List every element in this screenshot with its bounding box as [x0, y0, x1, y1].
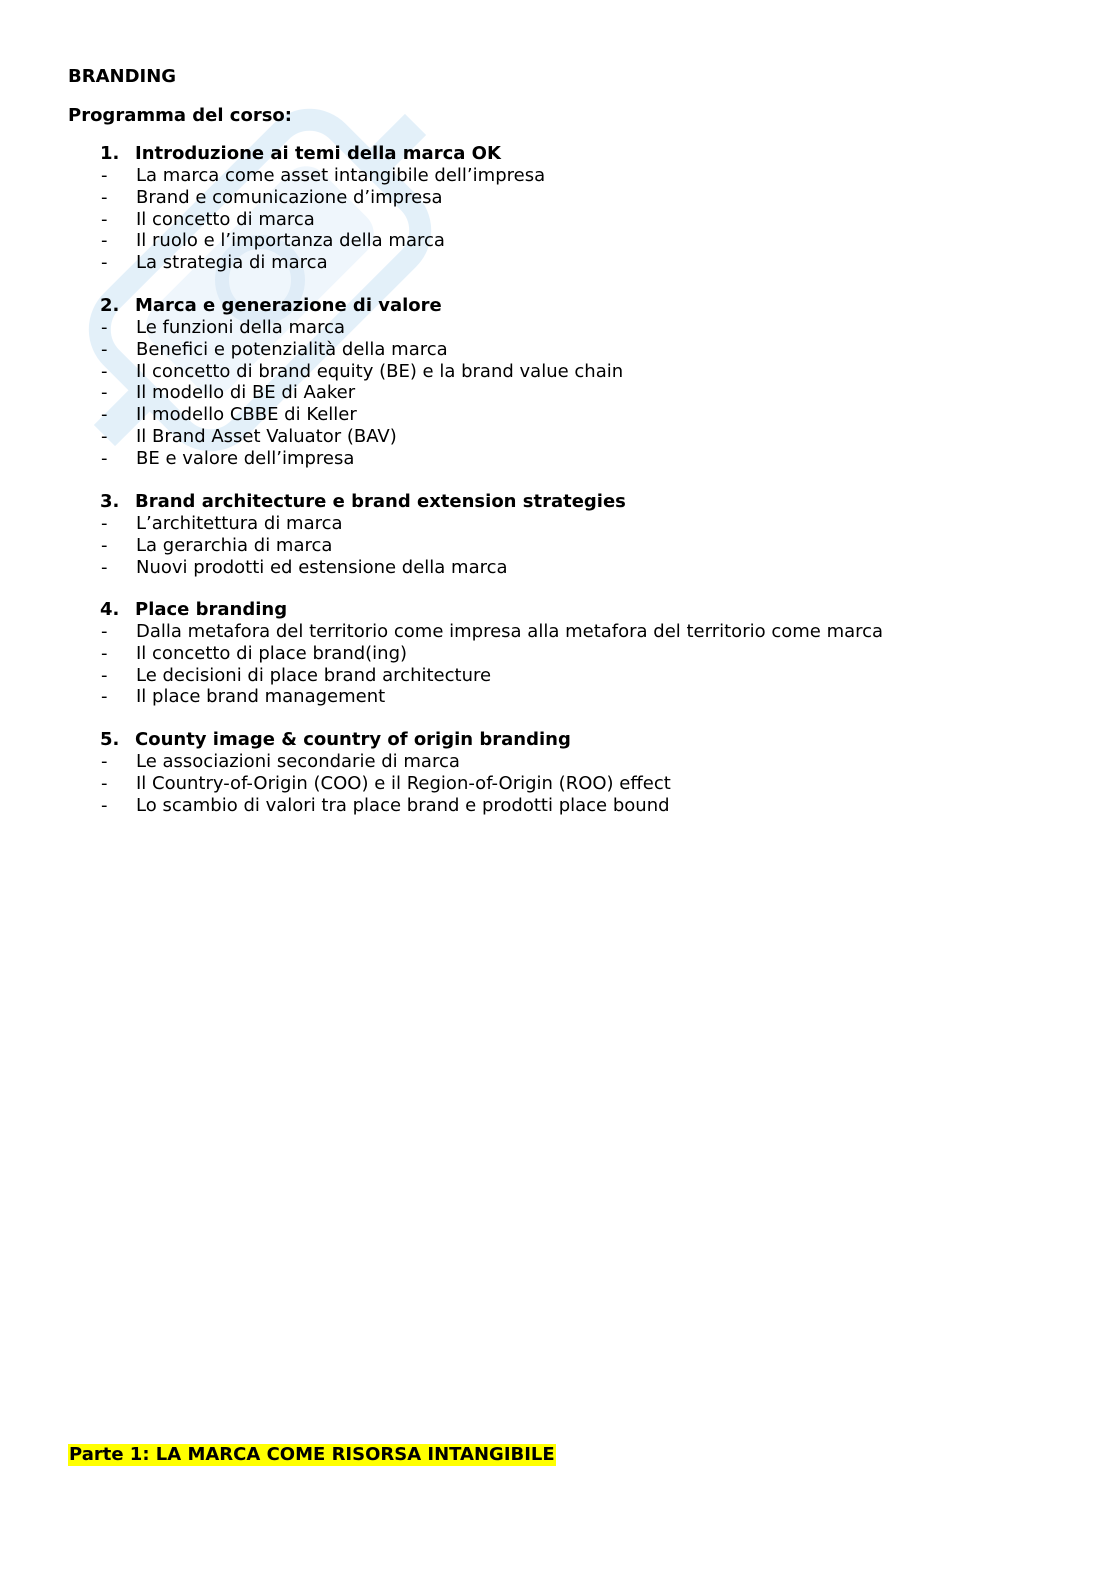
dash-marker: -	[101, 404, 108, 426]
dash-marker: -	[101, 252, 108, 274]
dash-marker: -	[101, 751, 108, 772]
list-item-text: Il Country-of-Origin (COO) e il Region-of-Origin (ROO) effect	[136, 772, 671, 794]
dash-marker: -	[101, 621, 108, 642]
list-item	[100, 448, 1060, 470]
dash-marker: -	[101, 186, 108, 208]
list-item-text: Brand e comunicazione d’impresa	[136, 186, 443, 208]
list-item	[100, 209, 1060, 231]
list-item	[100, 252, 1060, 274]
list-item-text: Il modello CBBE di Keller	[136, 404, 357, 426]
dash-marker: -	[101, 208, 108, 230]
list-item-text: La marca come asset intangibile dell’impresa	[136, 165, 546, 186]
list-item	[100, 621, 1060, 643]
part-1-title: Parte 1: LA MARCA COME RISORSA INTANGIBILE	[69, 1444, 555, 1465]
list-item-text: La gerarchia di marca	[136, 534, 333, 556]
dash-marker: -	[101, 686, 108, 708]
list-item	[100, 404, 1060, 426]
list-item-text: Il modello di BE di Aaker	[136, 382, 356, 404]
section-2	[100, 295, 1060, 470]
list-item-text: Le associazioni secondarie di marca	[136, 751, 460, 772]
section-heading	[100, 491, 1060, 513]
dash-marker: -	[101, 534, 108, 556]
section-number: 3.	[100, 491, 120, 512]
dash-marker: -	[101, 642, 108, 664]
list-item-text: Il Brand Asset Valuator (BAV)	[136, 425, 397, 447]
list-item	[100, 665, 1060, 687]
list-item	[100, 426, 1060, 448]
section-heading	[100, 143, 1060, 165]
list-item-text: Il concetto di marca	[136, 208, 315, 230]
list-item	[100, 686, 1060, 708]
dash-marker: -	[101, 513, 108, 534]
list-item	[100, 643, 1060, 665]
list-item-text: BE e valore dell’impresa	[136, 447, 355, 469]
list-item	[100, 557, 1060, 579]
section-number: 5.	[100, 729, 120, 750]
dash-marker: -	[101, 556, 108, 578]
section-4	[100, 599, 1060, 708]
section-5	[100, 729, 1060, 816]
dash-marker: -	[101, 794, 108, 816]
section-title: Marca e generazione di valore	[135, 295, 442, 316]
list-item-text: Il place brand management	[136, 686, 386, 708]
list-item	[100, 795, 1060, 817]
section-number: 2.	[100, 295, 120, 316]
list-item	[100, 773, 1060, 795]
list-item	[100, 165, 1060, 187]
section-heading	[100, 599, 1060, 621]
list-item-text: Il concetto di place brand(ing)	[136, 642, 408, 664]
section-title: Brand architecture e brand extension strategies	[135, 491, 626, 512]
list-item	[100, 513, 1060, 535]
section-heading	[100, 729, 1060, 751]
section-title: Place branding	[135, 599, 288, 620]
dash-marker: -	[101, 447, 108, 469]
list-item	[100, 751, 1060, 773]
course-program-heading: Programma del corso:	[68, 105, 292, 126]
dash-marker: -	[101, 230, 108, 252]
list-item	[100, 382, 1060, 404]
dash-marker: -	[101, 338, 108, 360]
list-item-text: Il ruolo e l’importanza della marca	[136, 230, 445, 252]
section-3	[100, 491, 1060, 578]
list-item-text: Il concetto di brand equity (BE) e la brand value chain	[136, 360, 624, 382]
dash-marker: -	[101, 360, 108, 382]
document-title: BRANDING	[68, 66, 177, 87]
dash-marker: -	[101, 664, 108, 686]
section-number: 4.	[100, 599, 120, 620]
list-item	[100, 187, 1060, 209]
list-item-text: Nuovi prodotti ed estensione della marca	[136, 556, 508, 578]
list-item-text: Benefici e potenzialità della marca	[136, 338, 448, 360]
section-title: Introduzione ai temi della marca OK	[135, 143, 501, 164]
list-item-text: La strategia di marca	[136, 252, 328, 274]
list-item	[100, 339, 1060, 361]
dash-marker: -	[101, 425, 108, 447]
section-heading	[100, 295, 1060, 317]
list-item	[100, 317, 1060, 339]
section-1	[100, 143, 1060, 274]
dash-marker: -	[101, 382, 108, 404]
list-item-text: Lo scambio di valori tra place brand e prodotti place bound	[136, 794, 670, 816]
section-title: County image & country of origin branding	[135, 729, 571, 750]
list-item	[100, 361, 1060, 383]
section-number: 1.	[100, 143, 120, 164]
list-item-text: L’architettura di marca	[136, 513, 343, 534]
list-item-text: Le funzioni della marca	[136, 317, 346, 338]
list-item	[100, 535, 1060, 557]
dash-marker: -	[101, 317, 108, 338]
list-item-text: Dalla metafora del territorio come impresa alla metafora del territorio come marca	[136, 621, 884, 642]
dash-marker: -	[101, 772, 108, 794]
list-item-text: Le decisioni di place brand architecture	[136, 664, 492, 686]
list-item	[100, 230, 1060, 252]
dash-marker: -	[101, 165, 108, 186]
